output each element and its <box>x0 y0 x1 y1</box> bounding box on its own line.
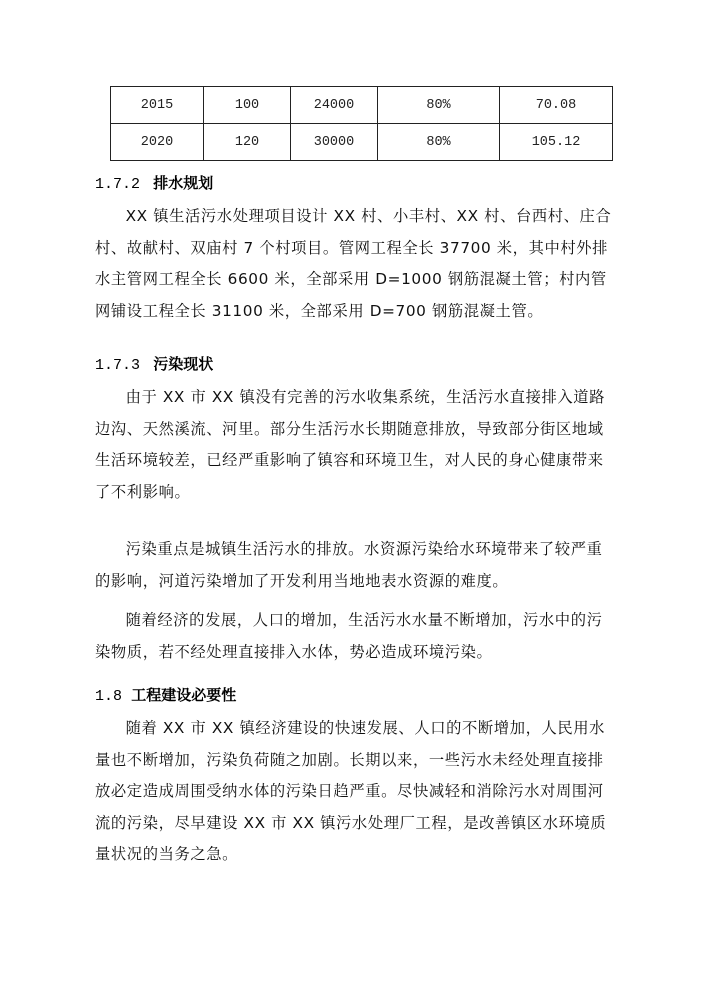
data-table <box>110 86 613 161</box>
section-title: 工程建设必要性 <box>131 686 237 704</box>
section-heading-1-7-2 <box>95 172 213 193</box>
section-heading-1-7-3 <box>95 353 213 374</box>
section-title: 排水规划 <box>153 174 214 192</box>
section-heading-1-8 <box>95 684 236 705</box>
table-row <box>111 87 613 124</box>
table-cell: 24000 <box>291 87 378 124</box>
section-number: 1.8 <box>95 688 123 705</box>
table-cell: 80% <box>378 87 500 124</box>
paragraph-necessity: 随着 XX 市 XX 镇经济建设的快速发展、人口的不断增加，人民用水量也不断增加，污染负荷随之加剧。长期以来，一些污水未经处理直接排放必定造成周围受纳水体的污染日趋严重。尽快减轻和消除污水对周围河流的污染，尽早建设 XX 市 XX 镇污水处理厂工程，是改善镇区水环境质量状况的当务之急。 <box>95 719 607 863</box>
section-number: 1.7.2 <box>95 176 141 193</box>
section-title: 污染现状 <box>153 355 214 373</box>
paragraph-drainage: XX 镇生活污水处理项目设计 XX 村、小丰村、XX 村、台西村、庄合村、故献村、双庙村 7 个村项目。管网工程全长 37700 米，其中村外排水主管网工程全长 6600 米，全部采用 D=1000 钢筋混凝土管；村内管网铺设工程全长 31100 米，全部采用 D=700 钢筋混凝土管。 <box>95 207 612 320</box>
table-cell: 105.12 <box>500 124 613 161</box>
table-row <box>111 124 613 161</box>
paragraph-pollution-1: 由于 XX 市 XX 镇没有完善的污水收集系统，生活污水直接排入道路边沟、天然溪流、河里。部分生活污水长期随意排放，导致部分街区地域生活环境较差，已经严重影响了镇容和环境卫生，对人民的身心健康带来了不利影响。 <box>95 388 606 501</box>
table-cell: 30000 <box>291 124 378 161</box>
table-cell: 120 <box>204 124 291 161</box>
table-cell: 100 <box>204 87 291 124</box>
section-number: 1.7.3 <box>95 357 141 374</box>
table-cell: 80% <box>378 124 500 161</box>
table-cell: 70.08 <box>500 87 613 124</box>
table-cell-year: 2020 <box>111 124 204 161</box>
table-cell-year: 2015 <box>111 87 204 124</box>
paragraph-pollution-2: 污染重点是城镇生活污水的排放。水资源污染给水环境带来了较严重的影响，河道污染增加了开发利用当地地表水资源的难度。 <box>95 540 603 590</box>
paragraph-pollution-3: 随着经济的发展，人口的增加，生活污水水量不断增加，污水中的污染物质，若不经处理直接排入水体，势必造成环境污染。 <box>95 611 603 661</box>
